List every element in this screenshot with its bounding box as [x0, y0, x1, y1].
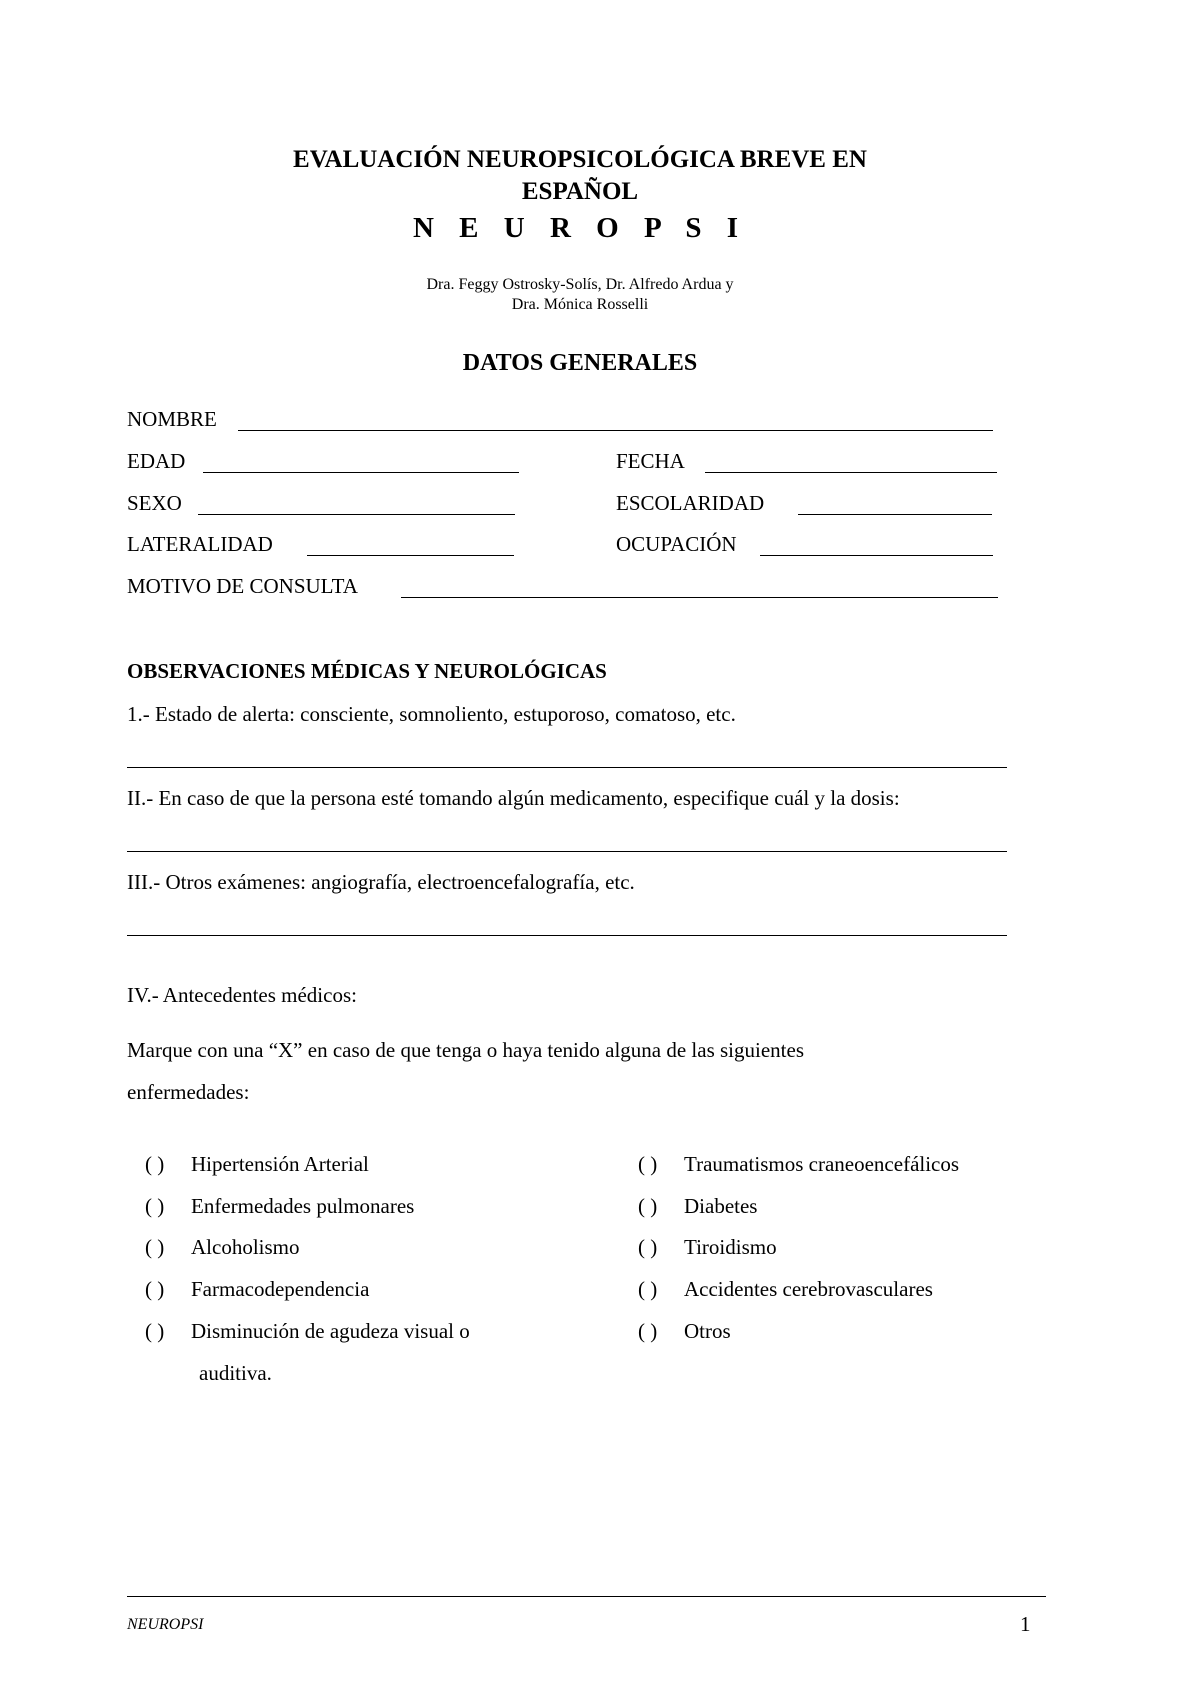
checklist-label: Enfermedades pulmonares	[191, 1194, 415, 1218]
medicamento-answer-line[interactable]	[127, 851, 1007, 852]
item-otros-examenes: III.- Otros exámenes: angiografía, electroencefalografía, etc.	[127, 870, 635, 894]
edad-field[interactable]	[203, 472, 519, 473]
fecha-field[interactable]	[705, 472, 997, 473]
checklist-item-traumatismos[interactable]	[638, 1151, 959, 1177]
instruction-line-1: Marque con una “X” en caso de que tenga o haya tenido alguna de las siguientes	[127, 1038, 805, 1062]
checklist-label: Disminución de agudeza visual o	[191, 1319, 470, 1343]
checkbox[interactable]: ( )	[145, 1319, 165, 1343]
checklist-item-pulmonares[interactable]	[145, 1193, 414, 1219]
instruction-line-2: enfermedades:	[127, 1080, 250, 1104]
checklist-label: Farmacodependencia	[191, 1277, 370, 1301]
escolaridad-label: ESCOLARIDAD	[616, 491, 765, 515]
checkbox[interactable]: ( )	[638, 1194, 658, 1218]
checklist-label: Alcoholismo	[191, 1235, 300, 1259]
authors-line-2: Dra. Mónica Rosselli	[511, 296, 649, 313]
datos-generales-title: DATOS GENERALES	[462, 350, 698, 376]
checkbox[interactable]: ( )	[145, 1235, 165, 1259]
checklist-item-farmacodependencia[interactable]	[145, 1276, 369, 1302]
checklist-item-tiroidismo[interactable]	[638, 1234, 777, 1260]
title-neuropsi: N E U R O P S I	[412, 212, 747, 244]
motivo-label: MOTIVO DE CONSULTA	[127, 574, 358, 598]
estado-alerta-answer-line[interactable]	[127, 767, 1007, 768]
item-antecedentes: IV.- Antecedentes médicos:	[127, 983, 357, 1007]
title-line-2: ESPAÑOL	[521, 178, 639, 205]
edad-label: EDAD	[127, 449, 186, 473]
checklist-item-hipertension[interactable]	[145, 1151, 369, 1177]
checklist-item-alcoholismo[interactable]	[145, 1234, 300, 1260]
otros-examenes-answer-line[interactable]	[127, 935, 1007, 936]
item-estado-alerta: 1.- Estado de alerta: consciente, somnoliento, estuporoso, comatoso, etc.	[127, 702, 736, 726]
observaciones-title: OBSERVACIONES MÉDICAS Y NEUROLÓGICAS	[127, 659, 607, 683]
ocupacion-field[interactable]	[760, 555, 993, 556]
escolaridad-field[interactable]	[798, 514, 992, 515]
motivo-field[interactable]	[401, 597, 998, 598]
checklist-item-diabetes[interactable]	[638, 1193, 757, 1219]
checkbox[interactable]: ( )	[638, 1235, 658, 1259]
item-medicamento: II.- En caso de que la persona esté tomando algún medicamento, especifique cuál y la dosis:	[127, 786, 900, 810]
title-line-1: EVALUACIÓN NEUROPSICOLÓGICA BREVE EN	[293, 146, 867, 173]
checkbox[interactable]: ( )	[145, 1277, 165, 1301]
ocupacion-label: OCUPACIÓN	[616, 532, 737, 556]
checklist-label: Hipertensión Arterial	[191, 1152, 369, 1176]
checklist-label: Otros	[684, 1319, 731, 1343]
footer-divider	[127, 1596, 1046, 1597]
authors-line-1: Dra. Feggy Ostrosky-Solís, Dr. Alfredo Ardua y	[426, 276, 734, 293]
fecha-label: FECHA	[616, 449, 685, 473]
sexo-label: SEXO	[127, 491, 182, 515]
checklist-item-otros[interactable]	[638, 1318, 731, 1344]
checklist-label: Accidentes cerebrovasculares	[684, 1277, 933, 1301]
lateralidad-label: LATERALIDAD	[127, 532, 273, 556]
nombre-label: NOMBRE	[127, 407, 217, 431]
checkbox[interactable]: ( )	[145, 1152, 165, 1176]
checklist-item-accidentes[interactable]	[638, 1276, 933, 1302]
checklist-item-agudeza[interactable]	[145, 1318, 470, 1344]
checklist-label: Traumatismos craneoencefálicos	[684, 1152, 960, 1176]
page-number: 1	[1020, 1612, 1031, 1636]
checkbox[interactable]: ( )	[638, 1319, 658, 1343]
checkbox[interactable]: ( )	[638, 1277, 658, 1301]
checkbox[interactable]: ( )	[638, 1152, 658, 1176]
nombre-field[interactable]	[238, 430, 993, 431]
checkbox[interactable]: ( )	[145, 1194, 165, 1218]
footer-title: NEUROPSI	[127, 1616, 204, 1633]
checklist-label: Tiroidismo	[684, 1235, 777, 1259]
sexo-field[interactable]	[198, 514, 515, 515]
checklist-label-continuation: auditiva.	[199, 1361, 272, 1385]
lateralidad-field[interactable]	[307, 555, 514, 556]
checklist-label: Diabetes	[684, 1194, 758, 1218]
